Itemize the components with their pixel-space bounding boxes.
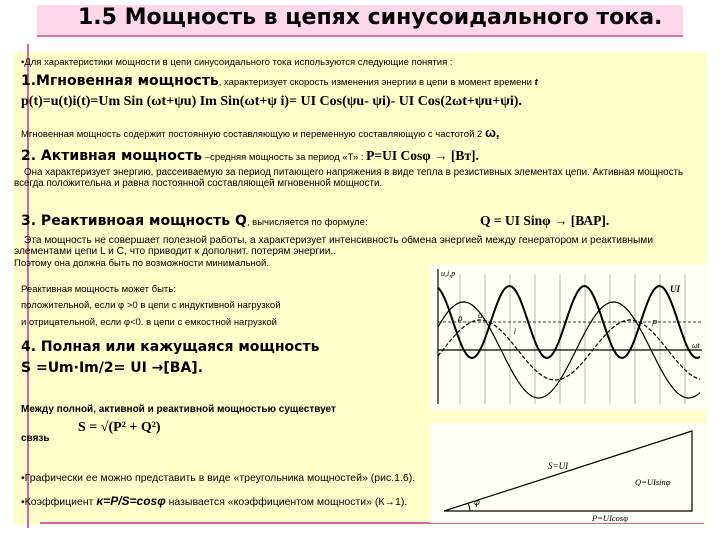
omega-symbol: ω, bbox=[484, 125, 500, 140]
relation-text-2: связь bbox=[21, 433, 50, 444]
bullet-triangle: •Графически ее можно представить в виде «треугольника мощностей» (рис.1.6). bbox=[21, 472, 416, 484]
time-symbol: t bbox=[534, 77, 538, 88]
power-triangle-svg bbox=[430, 423, 706, 523]
p-label-2: P=UIcosφ bbox=[592, 513, 628, 523]
active-power-text: Она характеризует энергию, рассеиваемую за период питающего напряжения в виде тепла в резистивных элементах цепи. Активная мощность всегда положительна и равна постоянной составляющей мгновенной мощности. bbox=[14, 167, 684, 190]
power-factor-post: называется «коэффициентом мощности» (К→1). bbox=[165, 496, 408, 508]
i-label: i bbox=[514, 327, 516, 336]
section-3-heading: 3. Реактивноая мощность Q bbox=[21, 213, 247, 229]
q-label: Q=UIsinφ bbox=[635, 477, 671, 487]
section-1-desc: , характеризует скорость изменения энергии в цепи в момент времени bbox=[218, 77, 535, 88]
reactive-line-1: Реактивная мощность может быть: bbox=[21, 284, 176, 295]
section-3-desc: , вычисляется по формуле: bbox=[246, 217, 368, 228]
apparent-power-formula: S =Um·Im/2= UI →[ВА]. bbox=[21, 360, 204, 376]
reactive-line-3: и отрицательной, если φ<0. в цепи с емкостной нагрузкой bbox=[21, 317, 277, 328]
instant-power-note-text: Мгновенная мощность содержит постоянную составляющую и переменную составляющую с частотой 2 bbox=[21, 129, 485, 140]
intro-text: •Для характеристики мощности в цепи синусоидального тока используются следующие понятия : bbox=[21, 57, 453, 68]
P-label: P bbox=[652, 319, 658, 328]
phi-label: φ bbox=[474, 497, 480, 507]
section-4-heading: 4. Полная или кажущаяся мощность bbox=[21, 339, 320, 355]
relation-text: Между полной, активной и реактивной мощностью существует bbox=[21, 404, 336, 415]
section-1-line bbox=[21, 72, 538, 90]
section-2-heading: 2. Активная мощность bbox=[21, 148, 203, 164]
u-label: u bbox=[478, 311, 483, 320]
page-title: 1.5 Мощность в цепях синусоидального тока. bbox=[78, 5, 663, 30]
instant-power-note bbox=[21, 125, 500, 140]
reactive-power-text: Эта мощность не совершает полезной работы, а характеризует интенсивность обмена энергией между генератором и реактивными элементами цепи L и C, что приводит к дополнит. потерям энергии.. bbox=[14, 235, 654, 258]
reactive-line-2: положительной, если φ >0 в цепи с индуктивной нагрузкой bbox=[21, 300, 281, 311]
section-1-heading: 1.Мгновенная мощность bbox=[21, 73, 219, 89]
active-power-formula: P=UI Cosφ → [Вт]. bbox=[366, 148, 479, 163]
phi-arc bbox=[468, 503, 470, 511]
power-triangle bbox=[444, 431, 692, 511]
s-label: S=UI bbox=[548, 461, 569, 471]
section-3-line bbox=[21, 212, 368, 230]
t-label: ωt bbox=[692, 343, 700, 350]
section-2-desc: –средняя мощность за период «Т» : bbox=[202, 152, 367, 163]
instant-power-formula: p(t)=u(t)i(t)=Um Sin (ωt+ψu) Im Sin(ωt+ψ i)= UI Cos(ψu- ψi)- UI Cos(2ωt+ψu+ψi). bbox=[21, 94, 522, 109]
ui-label: UI bbox=[670, 284, 681, 294]
power-relation-formula: S = √(P² + Q²) bbox=[78, 420, 161, 435]
y-axis-label: u,i,p bbox=[441, 269, 456, 278]
reactive-power-text-2: Поэтому она должна быть по возможности минимальной. bbox=[14, 258, 270, 269]
reactive-power-formula: Q = UI Sinφ → [ВАР]. bbox=[480, 213, 610, 228]
power-triangle-figure bbox=[430, 423, 706, 523]
section-2-line bbox=[21, 147, 479, 165]
bullet-power-factor bbox=[21, 494, 407, 508]
power-factor-pre: •Коэффициент bbox=[21, 496, 97, 508]
waveform-svg bbox=[430, 264, 706, 410]
waveform-figure bbox=[430, 264, 706, 410]
p-label: p bbox=[458, 314, 463, 323]
power-factor-formula: κ=P/S=cosφ bbox=[96, 494, 166, 508]
